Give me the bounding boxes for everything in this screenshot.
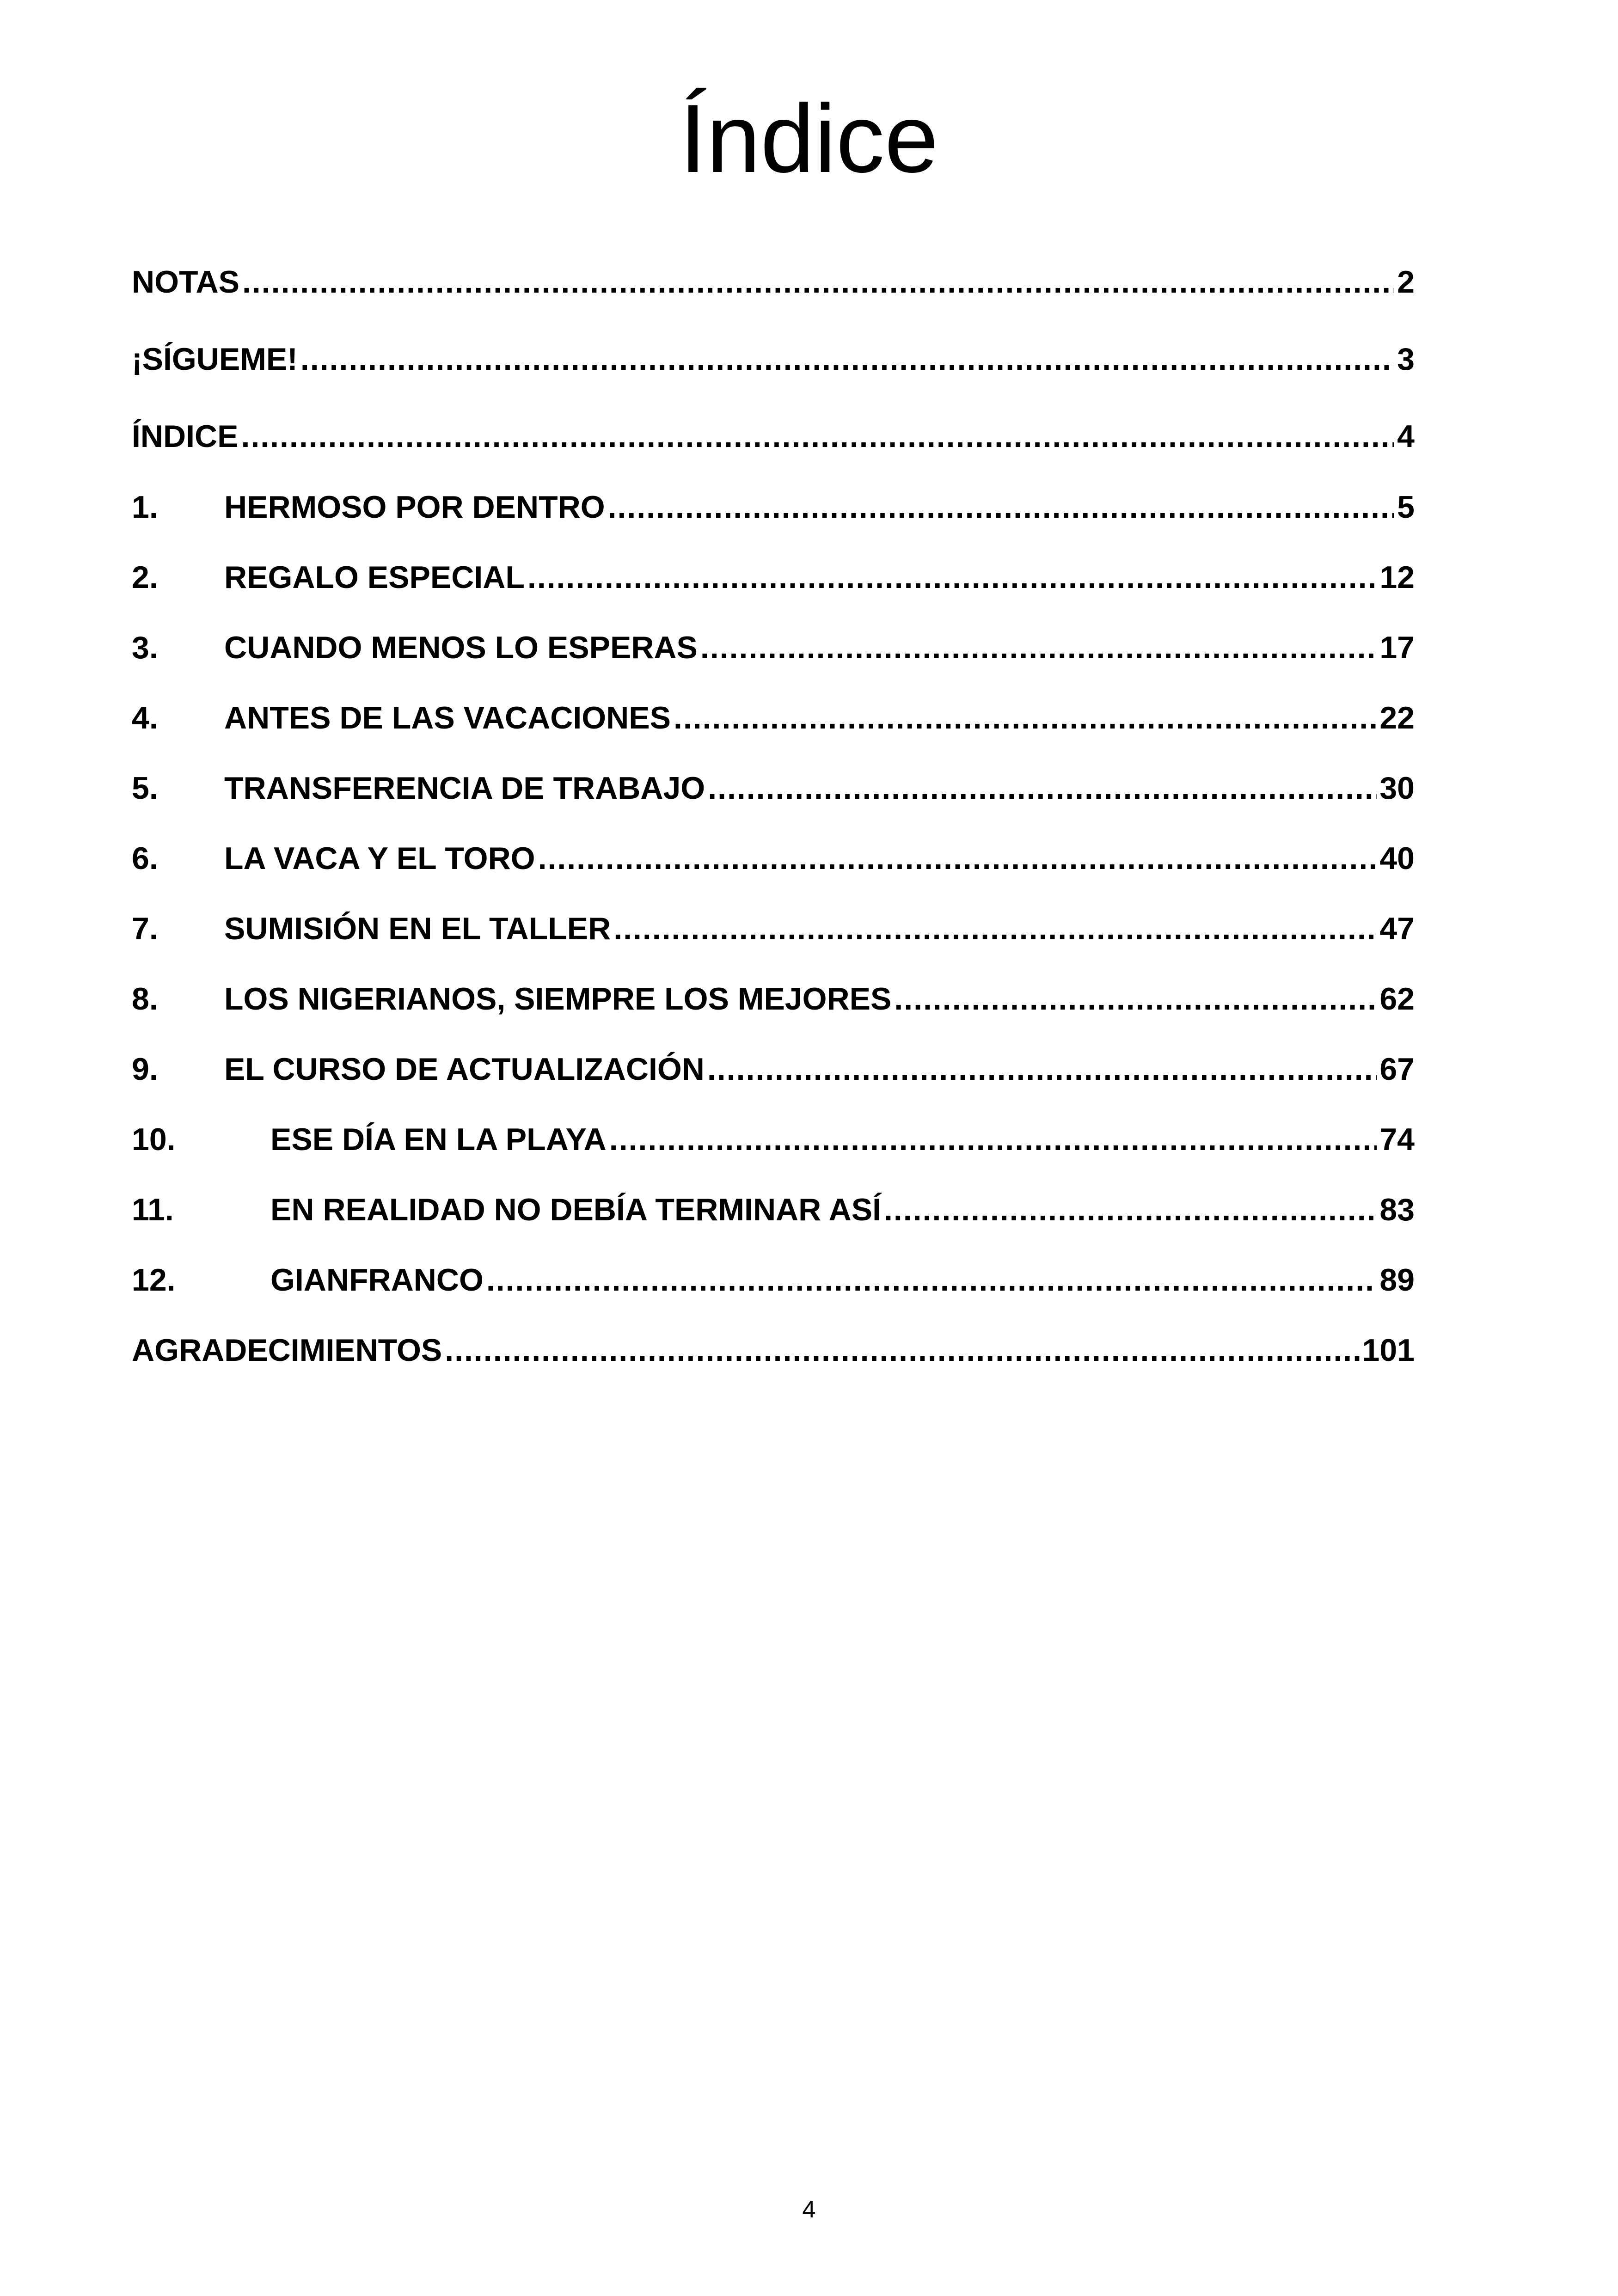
toc-entry-label: SUMISIÓN EN EL TALLER — [224, 911, 611, 946]
toc-entry-label: EL CURSO DE ACTUALIZACIÓN — [224, 1052, 705, 1087]
toc-entry[interactable] — [132, 1257, 1415, 1303]
toc-entry-number: 11. — [132, 1192, 174, 1227]
toc-dot-leader — [707, 1046, 1377, 1092]
toc-entry-page: 17 — [1379, 630, 1415, 665]
toc-entry[interactable] — [132, 695, 1415, 741]
toc-entry-label: ÍNDICE — [132, 419, 239, 454]
toc-entry-number: 6. — [132, 841, 158, 876]
toc-dot-leader — [884, 1187, 1377, 1233]
toc-entry[interactable] — [132, 976, 1415, 1022]
toc-entry-page: 5 — [1397, 490, 1415, 525]
toc-entry-page: 67 — [1379, 1052, 1415, 1087]
toc-entry-number: 10. — [132, 1122, 176, 1157]
toc-entry-label: AGRADECIMIENTOS — [132, 1333, 442, 1368]
toc-entry-label: ANTES DE LAS VACACIONES — [224, 700, 671, 735]
toc-entry-page: 62 — [1379, 981, 1415, 1016]
toc-dot-leader — [300, 336, 1394, 382]
toc-entry-number: 9. — [132, 1052, 158, 1087]
toc-entry[interactable] — [132, 835, 1415, 882]
toc-entry-page: 22 — [1379, 700, 1415, 735]
toc-dot-leader — [241, 413, 1394, 459]
toc-entry-label: EN REALIDAD NO DEBÍA TERMINAR ASÍ — [270, 1192, 881, 1227]
toc-entry-page: 3 — [1397, 342, 1415, 377]
toc-entry-number: 7. — [132, 911, 158, 946]
toc-dot-leader — [527, 554, 1377, 600]
toc-entry-number: 12. — [132, 1262, 176, 1298]
toc-dot-leader — [486, 1257, 1377, 1303]
toc-entry[interactable] — [132, 484, 1415, 530]
toc-entry-number: 5. — [132, 771, 158, 806]
toc-entry-page: 4 — [1397, 419, 1415, 454]
toc-entry[interactable] — [132, 1046, 1415, 1092]
page-title: Índice — [679, 84, 939, 193]
toc-entry[interactable] — [132, 1187, 1415, 1233]
toc-entry-label: TRANSFERENCIA DE TRABAJO — [224, 771, 705, 806]
toc-dot-leader — [613, 906, 1377, 952]
toc-dot-leader — [608, 484, 1395, 530]
toc-entry[interactable] — [132, 906, 1415, 952]
toc-dot-leader — [242, 259, 1394, 305]
toc-entry-page: 74 — [1379, 1122, 1415, 1157]
toc-entry-label: LA VACA Y EL TORO — [224, 841, 535, 876]
toc-entry-label: ESE DÍA EN LA PLAYA — [270, 1122, 607, 1157]
toc-entry[interactable] — [132, 336, 1415, 382]
toc-entry-number: 8. — [132, 981, 158, 1016]
toc-entry-label: REGALO ESPECIAL — [224, 560, 525, 595]
toc-dot-leader — [708, 765, 1377, 811]
toc-entry-label: ¡SÍGUEME! — [132, 342, 298, 377]
toc-entry-page: 40 — [1379, 841, 1415, 876]
toc-entry[interactable] — [132, 554, 1415, 600]
toc-dot-leader — [538, 835, 1377, 882]
toc-entry[interactable] — [132, 765, 1415, 811]
toc-entry-number: 1. — [132, 490, 158, 525]
toc-dot-leader — [609, 1116, 1377, 1163]
toc-entry[interactable] — [132, 1327, 1415, 1373]
toc-entry-page: 47 — [1379, 911, 1415, 946]
toc-dot-leader — [894, 976, 1377, 1022]
toc-entry-number: 2. — [132, 560, 158, 595]
toc-entry[interactable] — [132, 1116, 1415, 1163]
toc-entry-page: 101 — [1362, 1333, 1415, 1368]
toc-entry-page: 83 — [1379, 1192, 1415, 1227]
toc-entry-number: 3. — [132, 630, 158, 665]
toc-dot-leader — [445, 1327, 1359, 1373]
toc-entry-label: LOS NIGERIANOS, SIEMPRE LOS MEJORES — [224, 981, 892, 1016]
toc-entry-page: 12 — [1379, 560, 1415, 595]
toc-entry-label: HERMOSO POR DENTRO — [224, 490, 605, 525]
toc-entry[interactable] — [132, 625, 1415, 671]
toc-entry-label: CUANDO MENOS LO ESPERAS — [224, 630, 698, 665]
toc-dot-leader — [674, 695, 1377, 741]
toc-entry-page: 30 — [1379, 771, 1415, 806]
page-number: 4 — [802, 2196, 816, 2223]
toc-entry-number: 4. — [132, 700, 158, 735]
toc-dot-leader — [700, 625, 1377, 671]
toc-entry-page: 89 — [1379, 1262, 1415, 1298]
toc-entry[interactable] — [132, 413, 1415, 459]
toc-entry[interactable] — [132, 259, 1415, 305]
toc-entry-label: GIANFRANCO — [270, 1262, 484, 1298]
toc-entry-label: NOTAS — [132, 264, 239, 300]
toc-entry-page: 2 — [1397, 264, 1415, 300]
